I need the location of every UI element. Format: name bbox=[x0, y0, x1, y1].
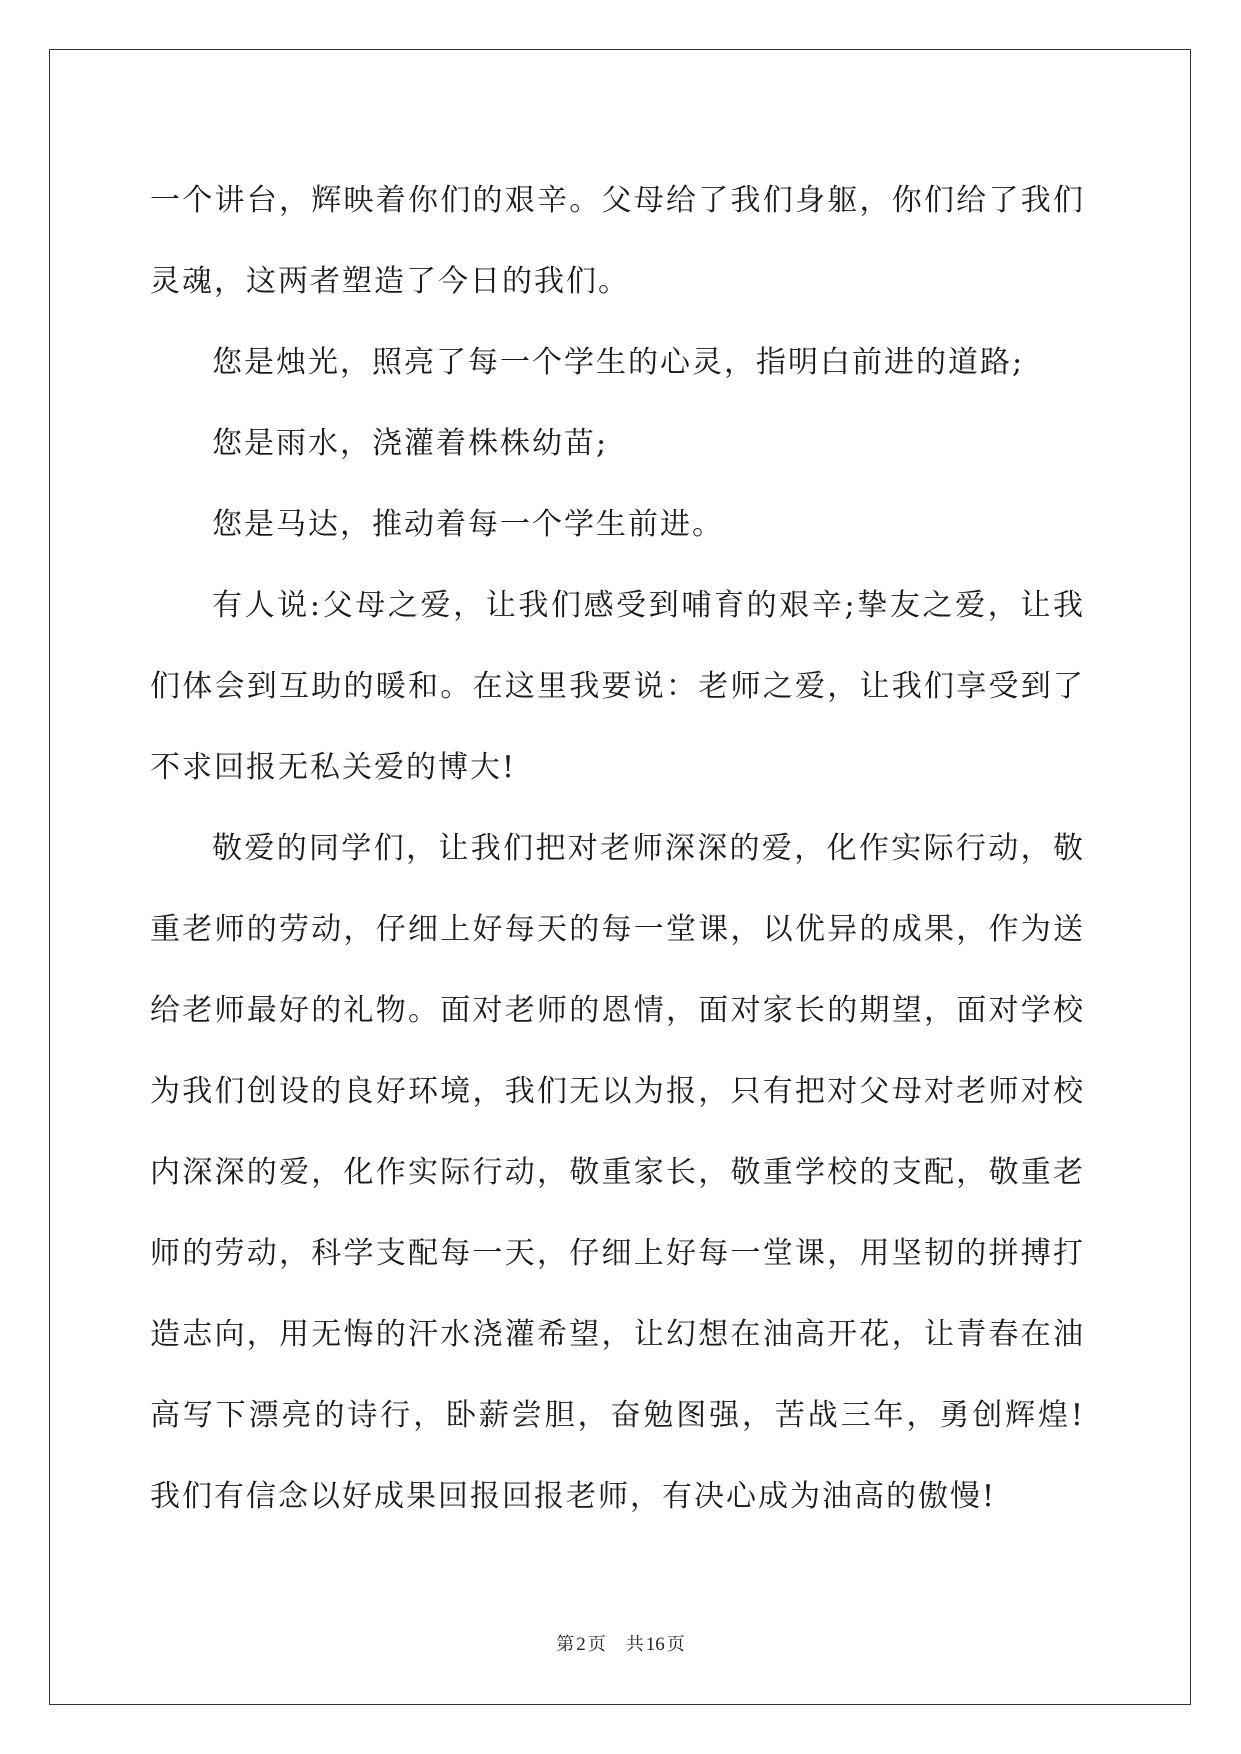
total-pages: 16 bbox=[645, 1634, 665, 1655]
page-prefix: 第 bbox=[556, 1634, 575, 1655]
page-footer bbox=[0, 1633, 1241, 1657]
paragraph-6: 敬爱的同学们，让我们把对老师深深的爱，化作实际行动，敬重老师的劳动，仔细上好每天的每一堂课，以优异的成果，作为送给老师最好的礼物。面对老师的恩情，面对家长的期望，面对学校为我们创设的良好环境，我们无以为报，只有把对父母对老师对校内深深的爱，化作实际行动，敬重家长，敬重学校的支配，敬重老师的劳动，科学支配每一天，仔细上好每一堂课，用坚韧的拼搏打造志向，用无悔的汗水浇灌希望，让幻想在油高开花，让青春在油高写下漂亮的诗行，卧薪尝胆，奋勉图强，苦战三年，勇创辉煌!我们有信念以好成果回报回报老师，有决心成为油高的傲慢! bbox=[150, 831, 1085, 1514]
paragraph-2: 您是烛光，照亮了每一个学生的心灵，指明白前进的道路; bbox=[212, 345, 1025, 380]
total-prefix: 共 bbox=[625, 1634, 644, 1655]
page-number: 2 bbox=[576, 1634, 586, 1655]
page-suffix: 页 bbox=[587, 1634, 606, 1655]
paragraph-4: 您是马达，推动着每一个学生前进。 bbox=[212, 507, 724, 542]
paragraph-3: 您是雨水，浇灌着株株幼苗; bbox=[212, 426, 609, 461]
paragraph-1: 一个讲台，辉映着你们的艰辛。父母给了我们身躯，你们给了我们灵魂，这两者塑造了今日的我们。 bbox=[150, 183, 1085, 299]
total-suffix: 页 bbox=[666, 1634, 685, 1655]
document-body bbox=[150, 160, 1085, 1537]
paragraph-5: 有人说:父母之爱，让我们感受到哺育的艰辛;挚友之爱，让我们体会到互助的暖和。在这里我要说：老师之爱，让我们享受到了不求回报无私关爱的博大! bbox=[150, 588, 1085, 785]
